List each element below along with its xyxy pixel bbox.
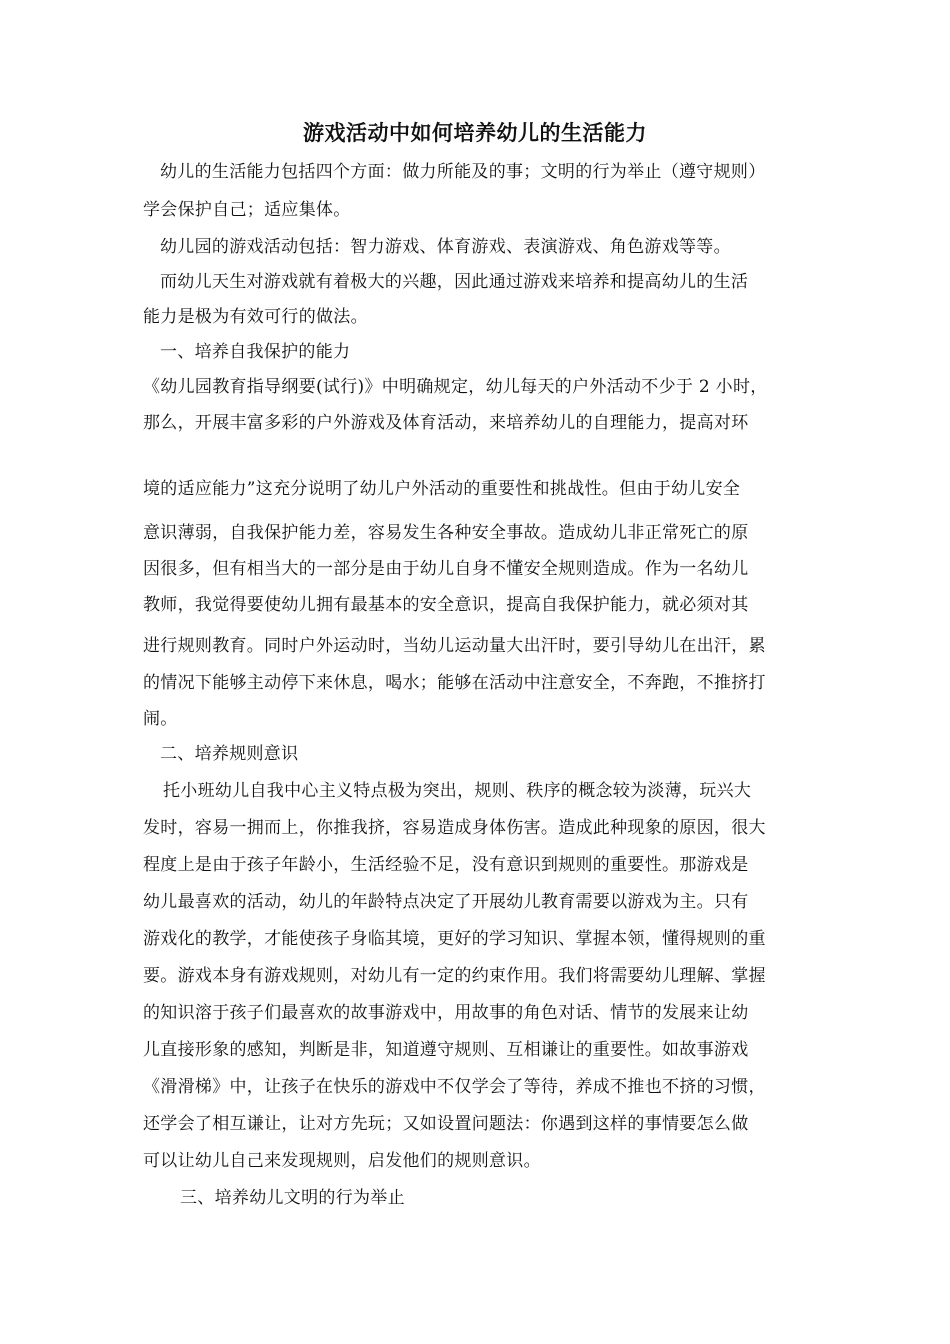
paragraph-line: 那么，开展丰富多彩的户外游戏及体育活动，来培养幼儿的自理能力，提高对环 <box>143 413 749 433</box>
paragraph-line: 托小班幼儿自我中心主义特点极为突出，规则、秩序的概念较为淡薄，玩兴大 <box>163 781 752 801</box>
paragraph-line: 发时，容易一拥而上，你推我挤，容易造成身体伤害。造成此种现象的原因，很大 <box>143 818 766 838</box>
paragraph-line: 要。游戏本身有游戏规则，对幼儿有一定的约束作用。我们将需要幼儿理解、掌握 <box>143 966 766 986</box>
paragraph-line: 意识薄弱，自我保护能力差，容易发生各种安全事故。造成幼儿非正常死亡的原 <box>143 523 749 543</box>
paragraph-line: 还学会了相互谦让，让对方先玩；又如设置问题法：你遇到这样的事情要怎么做 <box>143 1114 749 1134</box>
section-heading: 一、培养自我保护的能力 <box>160 342 351 362</box>
paragraph-line: 闹。 <box>143 709 178 729</box>
paragraph-line: 可以让幼儿自己来发现规则，启发他们的规则意识。 <box>143 1151 541 1171</box>
paragraph-line: 幼儿的生活能力包括四个方面：做力所能及的事；文明的行为举止（遵守规则） <box>160 162 766 182</box>
paragraph-line: 程度上是由于孩子年龄小，生活经验不足，没有意识到规则的重要性。那游戏是 <box>143 855 749 875</box>
paragraph-line: 因很多，但有相当大的一部分是由于幼儿自身不懂安全规则造成。作为一名幼儿 <box>143 559 749 579</box>
paragraph-line: 进行规则教育。同时户外运动时，当幼儿运动量大出汗时，要引导幼儿在出汗，累 <box>143 636 766 656</box>
paragraph-line: 《滑滑梯》中，让孩子在快乐的游戏中不仅学会了等待，养成不推也不挤的习惯， <box>143 1077 766 1097</box>
paragraph-line: 境的适应能力”这充分说明了幼儿户外活动的重要性和挑战性。但由于幼儿安全 <box>143 479 741 499</box>
paragraph-line: 的知识溶于孩子们最喜欢的故事游戏中，用故事的角色对话、情节的发展来让幼 <box>143 1003 749 1023</box>
paragraph-line: 教师，我觉得要使幼儿拥有最基本的安全意识，提高自我保护能力，就必须对其 <box>143 595 749 615</box>
paragraph-line: 幼儿最喜欢的活动，幼儿的年龄特点决定了开展幼儿教育需要以游戏为主。只有 <box>143 892 749 912</box>
paragraph-line: 学会保护自己；适应集体。 <box>143 200 351 220</box>
document-title: 游戏活动中如何培养幼儿的生活能力 <box>303 120 647 145</box>
paragraph-line: 游戏化的教学，才能使孩子身临其境，更好的学习知识、掌握本领，懂得规则的重 <box>143 929 766 949</box>
paragraph-line: 儿直接形象的感知，判断是非，知道遵守规则、互相谦让的重要性。如故事游戏 <box>143 1040 749 1060</box>
paragraph-line: 能力是极为有效可行的做法。 <box>143 307 368 327</box>
paragraph-line: 而幼儿天生对游戏就有着极大的兴趣，因此通过游戏来培养和提高幼儿的生活 <box>160 272 749 292</box>
paragraph-line: 幼儿园的游戏活动包括：智力游戏、体育游戏、表演游戏、角色游戏等等。 <box>160 237 731 257</box>
paragraph-line: 的情况下能够主动停下来休息，喝水；能够在活动中注意安全，不奔跑，不推挤打 <box>143 673 766 693</box>
section-heading: 二、培养规则意识 <box>160 744 299 764</box>
section-heading: 三、培养幼儿文明的行为举止 <box>180 1188 405 1208</box>
paragraph-line: 《幼儿园教育指导纲要(试行)》中明确规定，幼儿每天的户外活动不少于 2 小时， <box>143 377 768 397</box>
